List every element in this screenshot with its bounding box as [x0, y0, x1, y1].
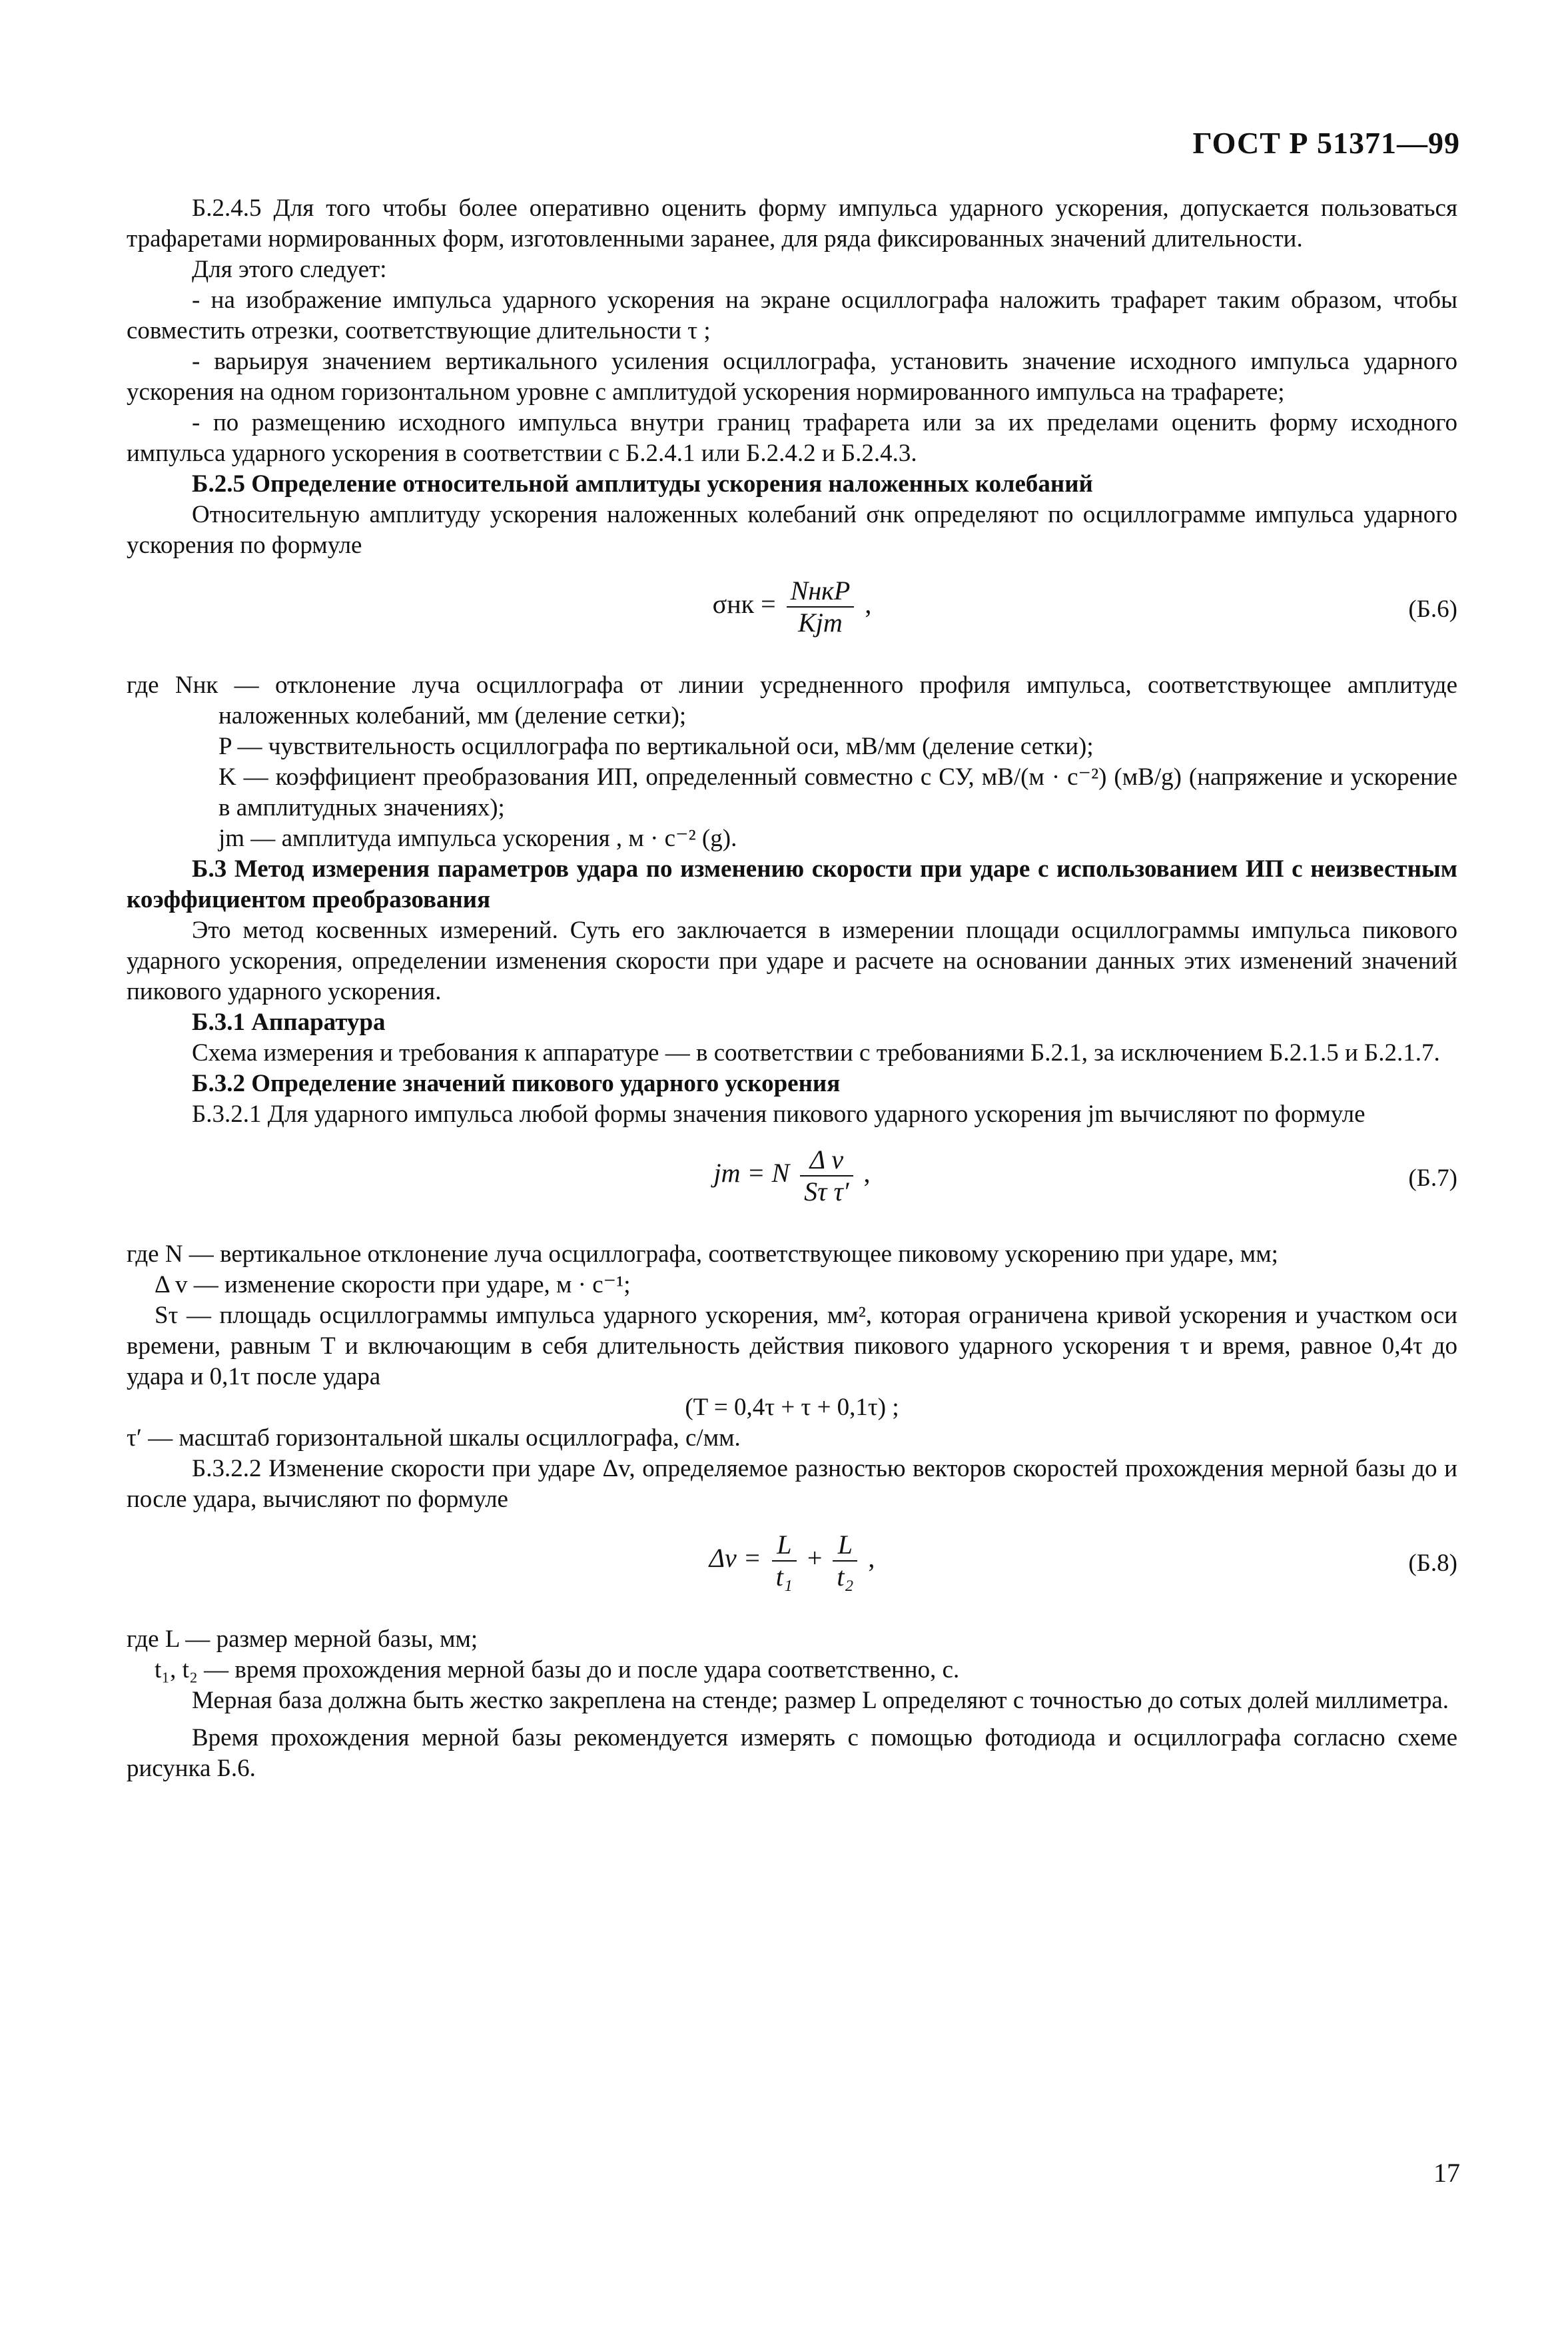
paragraph-step-2: - варьируя значением вертикального усиления осциллографа, установить значение исходного импульса ударного ускорения на одном горизонтальном уровне с амплитудой ускорения нормированного импульса на трафарете; [127, 348, 1457, 406]
paragraph-b322: Б.3.2.2 Изменение скорости при ударе Δv, определяемое разностью векторов скоростей прохождения мерной базы до и после удара, вычисляют по формуле [127, 1455, 1457, 1513]
where-b6-3-symbol: jm — [218, 825, 276, 852]
formula-b7-lhs: jm = N [713, 1158, 790, 1188]
where-b6-0-symbol: где Nнк — [127, 672, 259, 699]
formula-b7-denominator: Sτ τ′ [804, 1176, 849, 1206]
formula-b6 [127, 576, 1457, 656]
where-b6-3-text: амплитуда импульса ускорения , м · с⁻² (g). [281, 825, 737, 852]
where-b6-2-text: коэффициент преобразования ИП, определенный совместно с СУ, мВ/(м · с⁻²) (мВ/g) (напряжение и ускорение в амплитудных значениях); [218, 763, 1457, 821]
where-b6-2-symbol: K — [218, 763, 268, 791]
document-body [127, 193, 1457, 1784]
formula-b7-tail: , [863, 1158, 871, 1188]
where-b6-0 [127, 670, 1457, 731]
paragraph-b31-text: Схема измерения и требования к аппаратуре — в соответствии с требованиями Б.2.1, за исключением Б.2.1.5 и Б.2.1.7. [192, 1039, 1440, 1067]
where-b8-1-symbol: t₁, t₂ — [155, 1656, 229, 1683]
where-b7-1-text: изменение скорости при ударе, м · с⁻¹; [224, 1271, 631, 1298]
formula-b6-tail: , [865, 589, 872, 620]
heading-b25: Б.2.5 Определение относительной амплитуды ускорения наложенных колебаний [192, 470, 1093, 498]
where-b8-0-symbol: где L — [127, 1626, 210, 1653]
where-b6-2 [127, 762, 1457, 823]
formula-b6-numerator: NнкP [787, 576, 855, 608]
paragraph-step-1: - на изображение импульса ударного ускорения на экране осциллографа наложить трафарет таким образом, чтобы совместить отрезки, соответствующие длительности τ ; [127, 286, 1457, 344]
formula-b7-numerator: Δ v [800, 1145, 853, 1176]
paragraph-base-timing: Время прохождения мерной базы рекомендуется измерять с помощью фотодиода и осциллографа согласно схеме рисунка Б.6. [127, 1724, 1457, 1782]
where-b7-2 [127, 1300, 1457, 1392]
formula-b7 [127, 1145, 1457, 1224]
formula-b8-fraction-1 [772, 1530, 797, 1592]
formula-b8-denominator-1: t₁ [775, 1562, 793, 1592]
formula-b8-fraction-2 [833, 1530, 857, 1592]
where-b6-3 [127, 823, 1457, 854]
where-b6-1-text: чувствительность осциллографа по вертикальной оси, мВ/мм (деление сетки); [268, 733, 1094, 760]
where-b7-1 [127, 1270, 1457, 1300]
where-b6-1 [127, 731, 1457, 762]
where-b8-1 [127, 1655, 1457, 1685]
formula-b8-denominator-2: t₂ [837, 1562, 854, 1592]
paragraph-b25-text: Относительную амплитуду ускорения наложенных колебаний σнк определяют по осциллограмме импульса ударного ускорения по формуле [127, 501, 1457, 559]
heading-b31: Б.3.1 Аппаратура [192, 1009, 386, 1036]
formula-b6-denominator: Kjm [798, 608, 843, 638]
formula-b7-label: (Б.7) [1408, 1165, 1457, 1192]
where-b7-0-text: вертикальное отклонение луча осциллографа, соответствующее пиковому ускорению при ударе, мм; [220, 1240, 1278, 1268]
heading-b3: Б.3 Метод измерения параметров удара по изменению скорости при ударе с использованием ИП с неизвестным коэффициентом преобразования [127, 855, 1457, 913]
formula-b8-lhs: Δv = [709, 1543, 761, 1574]
where-b6-0-text: отклонение луча осциллографа от линии усредненного профиля импульса, соответствующее амплитуде наложенных колебаний, мм (деление сетки); [218, 672, 1457, 729]
formula-b8-numerator-2: L [833, 1530, 857, 1562]
paragraph-steps-intro: Для этого следует: [192, 256, 387, 283]
formula-b6-label: (Б.6) [1408, 596, 1457, 623]
where-b8-1-text: время прохождения мерной базы до и после удара соответственно, с. [234, 1656, 960, 1683]
formula-b8-numerator-1: L [772, 1530, 797, 1562]
formula-b8-label: (Б.8) [1408, 1550, 1457, 1577]
formula-b8-tail: , [868, 1543, 875, 1574]
paragraph-base-fixing: Мерная база должна быть жестко закреплена на стенде; размер L определяют с точностью до сотых долей миллиметра. [192, 1687, 1449, 1714]
formula-b7-fraction [800, 1145, 853, 1207]
paragraph-step-3: - по размещению исходного импульса внутри границ трафарета или за их пределами оценить форму исходного импульса ударного ускорения в соответствии с Б.2.4.1 или Б.2.4.2 и Б.2.4.3. [127, 409, 1457, 467]
formula-b6-lhs: σнк = [712, 589, 776, 620]
where-b7-1-symbol: Δ v — [155, 1271, 218, 1298]
paragraph-b321: Б.3.2.1 Для ударного импульса любой формы значения пикового ударного ускорения jm вычисляют по формуле [192, 1101, 1366, 1128]
where-b6-1-symbol: P — [218, 733, 262, 760]
tau-definition: τ′ — масштаб горизонтальной шкалы осциллографа, с/мм. [127, 1424, 741, 1452]
standard-header: ГОСТ Р 51371—99 [1192, 126, 1460, 160]
where-b7-2-symbol: Sτ — [155, 1302, 211, 1329]
paragraph-b3-text: Это метод косвенных измерений. Суть его заключается в измерении площади осциллограммы импульса пикового ударного ускорения, определении изменения скорости при ударе и расчете на основании данных этих изменений значений пикового ударного ускорения. [127, 917, 1457, 1005]
where-b7-0 [127, 1239, 1457, 1270]
paragraph-b245: Б.2.4.5 Для того чтобы более оперативно оценить форму импульса ударного ускорения, допускается пользоваться трафаретами нормированных форм, изготовленными заранее, для ряда фиксированных значений длительности. [127, 195, 1457, 252]
where-b8-0 [127, 1624, 1457, 1655]
formula-total-time: (T = 0,4τ + τ + 0,1τ) ; [685, 1394, 899, 1421]
formula-b6-fraction [787, 576, 855, 638]
formula-b8-plus: + [807, 1543, 823, 1574]
page-number: 17 [1433, 2158, 1460, 2188]
heading-b32: Б.3.2 Определение значений пикового ударного ускорения [192, 1070, 841, 1097]
formula-b8 [127, 1530, 1457, 1610]
where-b7-0-symbol: где N — [127, 1240, 214, 1268]
where-b7-2-text: площадь осциллограммы импульса ударного ускорения, мм², которая ограничена кривой ускорения и участком оси времени, равным T и включающим в себя длительность действия пикового ударного ускорения τ и время, равное 0,4τ до удара и 0,1τ после удара [127, 1302, 1458, 1390]
where-b8-0-text: размер мерной базы, мм; [216, 1626, 478, 1653]
